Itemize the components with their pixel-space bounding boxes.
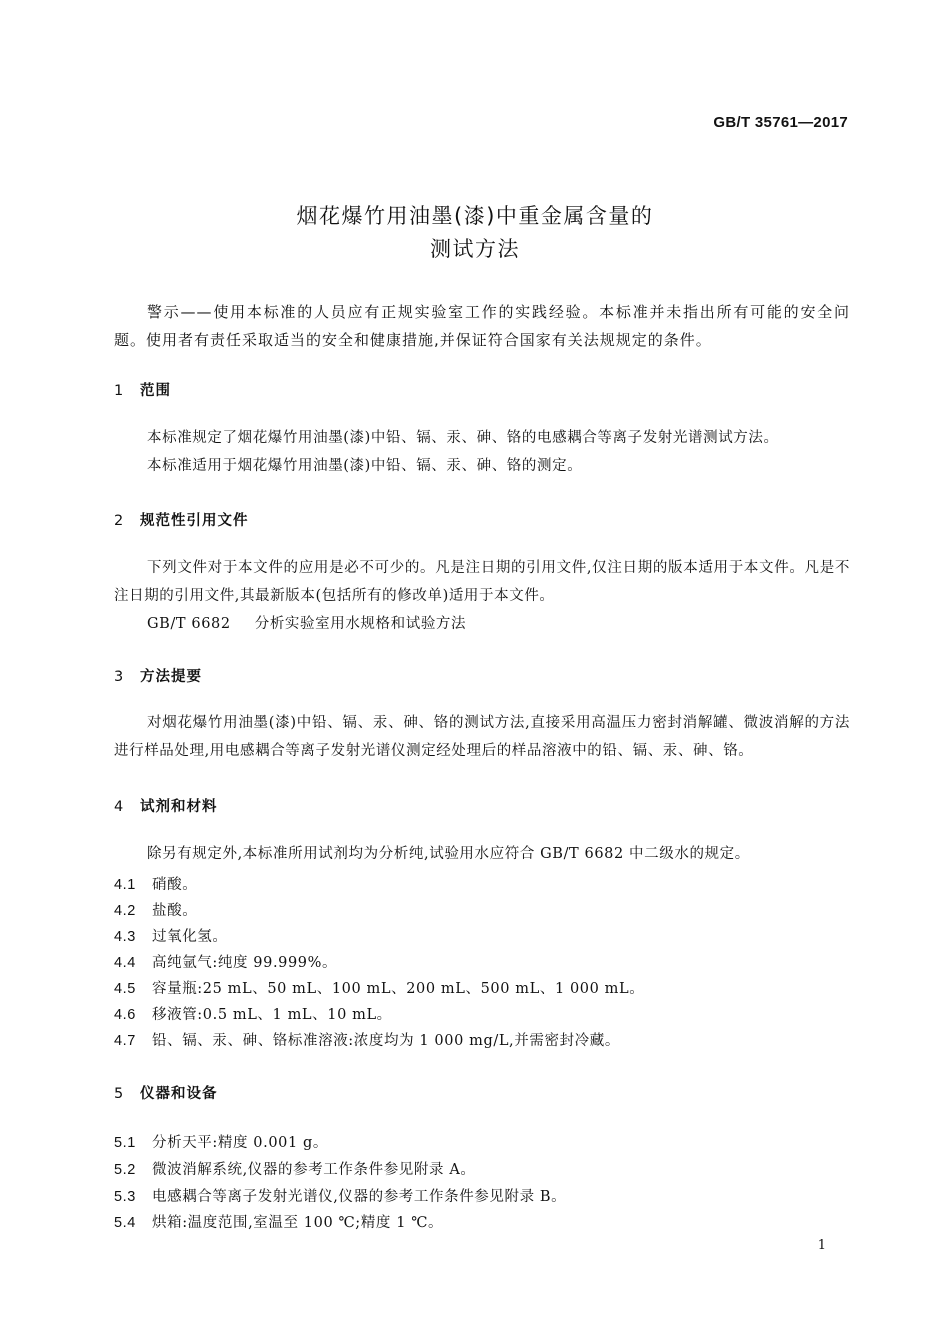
standard-code: GB/T 35761—2017: [713, 114, 848, 131]
warning-paragraph: 警示——使用本标准的人员应有正规实验室工作的实践经验。本标准并未指出所有可能的安全问题。使用者有责任采取适当的安全和健康措施,并保证符合国家有关法规规定的条件。: [114, 303, 850, 349]
list-item: [114, 899, 197, 920]
list-item: [114, 925, 228, 946]
section-heading-2: [114, 509, 249, 530]
item-text: 硝酸。: [152, 877, 198, 893]
section-number: 3: [114, 669, 125, 685]
section-body-2: [114, 554, 850, 638]
item-number: 5.4: [114, 1215, 136, 1231]
section-body-3: [114, 709, 850, 765]
item-number: 4.3: [114, 929, 136, 945]
section-title: 规范性引用文件: [140, 513, 249, 529]
normative-reference: [114, 610, 850, 638]
section-title: 方法提要: [140, 669, 202, 685]
section-heading-5: [114, 1082, 218, 1103]
section-body-1: [114, 424, 850, 480]
list-item: [114, 1029, 620, 1050]
item-text: 电感耦合等离子发射光谱仪,仪器的参考工作条件参见附录 B。: [152, 1189, 567, 1205]
section-number: 1: [114, 383, 125, 399]
document-title-line1: 烟花爆竹用油墨(漆)中重金属含量的: [296, 204, 654, 228]
item-text: 分析天平:精度 0.001 g。: [152, 1135, 328, 1151]
list-item: [114, 1185, 566, 1206]
list-item: [114, 951, 337, 972]
item-number: 4.4: [114, 955, 136, 971]
section-number: 2: [114, 513, 125, 529]
document-title-line2: 测试方法: [430, 237, 520, 261]
item-text: 烘箱:温度范围,室温至 100 ℃;精度 1 ℃。: [152, 1215, 444, 1231]
item-text: 容量瓶:25 mL、50 mL、100 mL、200 mL、500 mL、1 000 mL。: [152, 981, 645, 997]
item-text: 铅、镉、汞、砷、铬标准溶液:浓度均为 1 000 mg/L,并需密封冷藏。: [152, 1033, 620, 1049]
item-text: 微波消解系统,仪器的参考工作条件参见附录 A。: [152, 1162, 476, 1178]
section-title: 范围: [140, 383, 171, 399]
section-number: 5: [114, 1086, 125, 1102]
item-number: 4.6: [114, 1007, 136, 1023]
paragraph: 下列文件对于本文件的应用是必不可少的。凡是注日期的引用文件,仅注日期的版本适用于本文件。凡是不注日期的引用文件,其最新版本(包括所有的修改单)适用于本文件。: [114, 560, 850, 604]
section-title: 试剂和材料: [140, 799, 218, 815]
item-number: 4.1: [114, 877, 136, 893]
section-body-4: [114, 840, 850, 868]
item-number: 4.5: [114, 981, 136, 997]
list-item: [114, 977, 644, 998]
section-heading-3: [114, 665, 202, 686]
item-number: 5.3: [114, 1189, 136, 1205]
list-item: [114, 1158, 476, 1179]
item-number: 5.1: [114, 1135, 136, 1151]
reference-title: 分析实验室用水规格和试验方法: [254, 616, 467, 632]
section-number: 4: [114, 799, 125, 815]
paragraph: 对烟花爆竹用油墨(漆)中铅、镉、汞、砷、铬的测试方法,直接采用高温压力密封消解罐、微波消解的方法进行样品处理,用电感耦合等离子发射光谱仪测定经处理后的样品溶液中的铅、镉、汞、砷、铬。: [114, 715, 850, 759]
item-number: 5.2: [114, 1162, 136, 1178]
paragraph: 除另有规定外,本标准所用试剂均为分析纯,试验用水应符合 GB/T 6682 中二级水的规定。: [147, 846, 750, 862]
list-item: [114, 873, 197, 894]
page-number: 1: [817, 1238, 826, 1253]
section-heading-1: [114, 379, 171, 400]
item-number: 4.7: [114, 1033, 136, 1049]
paragraph: 本标准规定了烟花爆竹用油墨(漆)中铅、镉、汞、砷、铬的电感耦合等离子发射光谱测试方法。: [147, 430, 779, 446]
item-number: 4.2: [114, 903, 136, 919]
item-text: 盐酸。: [152, 903, 198, 919]
reference-code: GB/T 6682: [147, 616, 231, 632]
item-text: 移液管:0.5 mL、1 mL、10 mL。: [152, 1007, 392, 1023]
paragraph: 本标准适用于烟花爆竹用油墨(漆)中铅、镉、汞、砷、铬的测定。: [147, 458, 583, 474]
section-title: 仪器和设备: [140, 1086, 218, 1102]
section-heading-4: [114, 795, 218, 816]
item-text: 过氧化氢。: [152, 929, 228, 945]
item-text: 高纯氩气:纯度 99.999%。: [152, 955, 338, 971]
list-item: [114, 1131, 328, 1152]
list-item: [114, 1211, 443, 1232]
list-item: [114, 1003, 392, 1024]
